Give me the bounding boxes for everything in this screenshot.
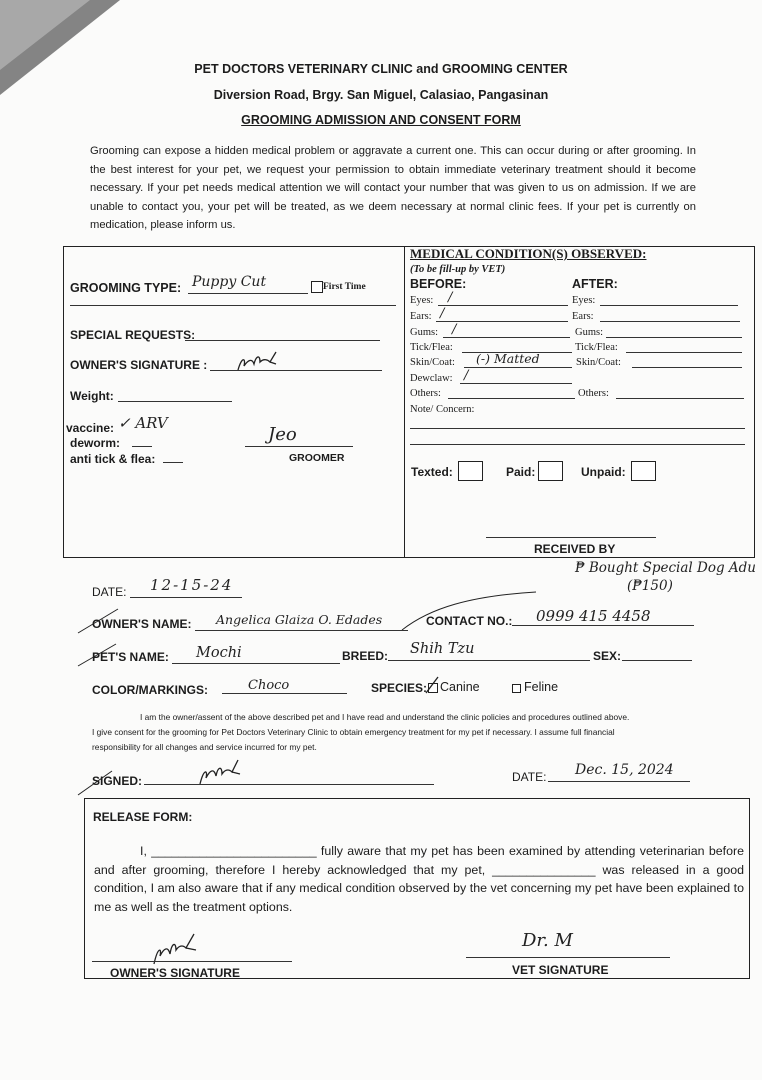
intro-paragraph: Grooming can expose a hidden medical problem or aggravate a current one. This can occur during or after grooming. In the best interest for your pet, we request your permission to obtain immediate veterinary treatment should it become necessary. If your pet needs medical attention we will contact your number that was given to us on admission. If we are unable to contact you, your pet will be treated, as we deem necessary at normal clinic fees. If your pet is currently on medication, please inform us.: [90, 145, 696, 232]
before-skin-line: [464, 367, 572, 368]
pet-name-line: [172, 663, 340, 664]
before-gums-label: Gums:: [410, 327, 439, 338]
unpaid-label: Unpaid:: [581, 465, 626, 479]
after-ears-label: Ears:: [572, 311, 594, 322]
consent-line-3: responsibility for all changes and service incurred for my pet.: [92, 742, 317, 752]
owner-release-label: OWNER'S SIGNATURE: [110, 966, 240, 980]
scan-corner-fold: [0, 0, 90, 70]
stray-pen-arc: [400, 590, 540, 635]
purchase-note-line2: (₱150): [627, 578, 673, 594]
signed-label: SIGNED:: [92, 774, 143, 788]
before-others-line: [448, 398, 575, 399]
after-eyes-line: [600, 305, 738, 306]
after-skin-line: [632, 367, 742, 368]
anti-tick-line: [163, 462, 183, 463]
species-feline-label: Feline: [524, 680, 559, 694]
weight-label: Weight:: [70, 389, 114, 403]
sex-line: [622, 660, 692, 661]
clinic-name: PET DOCTORS VETERINARY CLINIC and GROOMING CENTER: [194, 62, 568, 76]
received-by-line: [486, 537, 656, 538]
consent-line-2: I give consent for the grooming for Pet Doctors Veterinary Clinic to obtain emergency treatment for my pet if necessary. I assume full financial: [92, 727, 615, 737]
release-title: RELEASE FORM:: [93, 810, 193, 824]
vaccine-value[interactable]: ✓ ARV: [118, 414, 168, 432]
unpaid-checkbox[interactable]: [631, 461, 656, 481]
after-gums-label: Gums:: [575, 327, 604, 338]
clinic-address: Diversion Road, Brgy. San Miguel, Calasiao, Pangasinan: [213, 88, 549, 102]
canine-check-mark: [424, 676, 440, 694]
signed-line: [144, 784, 434, 785]
owner-signature-line: [210, 370, 382, 371]
stray-pen-stroke-1: [76, 605, 121, 635]
purchase-note-line1: ₱ Bought Special Dog Adu: [575, 560, 757, 576]
owner-name-value[interactable]: Angelica Glaiza O. Edades: [216, 612, 383, 627]
medical-title: MEDICAL CONDITION(S) OBSERVED:: [410, 246, 647, 261]
after-others-label: Others:: [578, 388, 609, 399]
species-label: SPECIES:: [371, 681, 428, 695]
color-label: COLOR/MARKINGS:: [92, 683, 208, 697]
date-value[interactable]: 12-15-24: [150, 576, 234, 594]
contact-line: [512, 625, 694, 626]
before-skin-label: Skin/Coat:: [410, 357, 455, 368]
deworm-line: [132, 446, 152, 447]
owner-release-signature-mark: [150, 932, 200, 968]
vet-signature-label: VET SIGNATURE: [512, 963, 609, 977]
stray-pen-stroke-3: [76, 765, 116, 797]
before-others-label: Others:: [410, 388, 441, 399]
form-title: GROOMING ADMISSION AND CONSENT FORM: [241, 113, 521, 127]
contact-label: CONTACT NO.:: [426, 614, 513, 628]
after-skin-label: Skin/Coat:: [576, 357, 621, 368]
before-eyes-value[interactable]: /: [448, 290, 453, 305]
note-label: Note/ Concern:: [410, 404, 475, 415]
before-ears-value[interactable]: /: [440, 306, 445, 321]
consent-text: [92, 710, 702, 755]
date-line: [130, 597, 242, 598]
deworm-label: deworm:: [70, 436, 121, 450]
note-line-2: [410, 444, 745, 445]
paid-checkbox[interactable]: [538, 461, 563, 481]
breed-label: BREED:: [342, 649, 389, 663]
breed-value[interactable]: Shih Tzu: [410, 641, 475, 657]
grooming-type-line: [188, 293, 308, 294]
color-value[interactable]: Choco: [248, 678, 290, 693]
owner-release-line: [92, 961, 292, 962]
special-requests-line: [185, 340, 380, 341]
before-label: BEFORE:: [410, 277, 467, 291]
before-skin-value[interactable]: (-) Matted: [476, 351, 540, 366]
texted-checkbox[interactable]: [458, 461, 483, 481]
stray-pen-stroke-2: [76, 640, 121, 668]
contact-value[interactable]: 0999 415 4458: [536, 607, 651, 625]
species-canine-label: Canine: [440, 680, 480, 694]
signed-date-line: [548, 781, 690, 782]
groomer-line: [245, 446, 353, 447]
note-line-1: [410, 428, 745, 429]
column-divider: [404, 246, 405, 558]
owner-signature-label: OWNER'S SIGNATURE :: [70, 358, 208, 372]
texted-label: Texted:: [411, 465, 453, 479]
first-time-label: First Time: [323, 282, 366, 292]
special-requests-label: SPECIAL REQUESTS:: [70, 328, 196, 342]
after-ears-line: [600, 321, 740, 322]
breed-line: [388, 660, 590, 661]
weight-line: [118, 401, 232, 402]
before-ears-label: Ears:: [410, 311, 432, 322]
release-text: [94, 842, 744, 916]
pet-name-value[interactable]: Mochi: [196, 645, 242, 661]
first-time-checkbox[interactable]: [311, 281, 323, 293]
before-gums-line: [443, 337, 570, 338]
before-eyes-label: Eyes:: [410, 295, 434, 306]
after-tick-line: [626, 352, 742, 353]
after-others-line: [616, 398, 744, 399]
before-gums-value[interactable]: /: [452, 322, 457, 337]
anti-tick-label: anti tick & flea:: [70, 452, 156, 466]
owner-name-line: [195, 630, 408, 631]
groomer-signature: Jeo: [268, 424, 297, 445]
before-dewclaw-line: [460, 383, 572, 384]
before-dewclaw-label: Dewclaw:: [410, 373, 453, 384]
signed-date-value[interactable]: Dec. 15, 2024: [575, 762, 674, 778]
sex-label: SEX:: [593, 649, 622, 663]
before-dewclaw-value[interactable]: /: [464, 368, 469, 383]
grooming-type-value[interactable]: Puppy Cut: [192, 274, 267, 290]
consent-line-1: I am the owner/assent of the above described pet and I have read and understand the clinic policies and procedures outlined above.: [140, 712, 630, 722]
paid-label: Paid:: [506, 465, 536, 479]
before-eyes-line: [438, 305, 568, 306]
pet-name-label: PET'S NAME:: [92, 650, 169, 664]
date-label: DATE:: [92, 585, 127, 599]
release-paragraph: I, ________________________ fully aware that my pet has been examined by attending veterinarian before and after grooming, therefore I hereby acknowledged that my pet, _______________ was released in a good condition, I am also aware that if any medical condition observed by the vet concerning my pet have been explained to me as well as the treatment options.: [94, 844, 744, 914]
medical-subtitle: (To be fill-up by VET): [410, 264, 506, 275]
after-eyes-label: Eyes:: [572, 295, 596, 306]
vet-signature-value: Dr. M: [522, 930, 573, 951]
owner-name-label: OWNER'S NAME:: [92, 617, 192, 631]
after-tick-label: Tick/Flea:: [575, 342, 618, 353]
grooming-type-label: GROOMING TYPE:: [70, 281, 182, 295]
groomer-label: GROOMER: [289, 452, 345, 464]
received-by-label: RECEIVED BY: [534, 542, 616, 556]
before-tick-label: Tick/Flea:: [410, 342, 453, 353]
grooming-type-line-2: [70, 305, 396, 306]
color-line: [222, 693, 347, 694]
after-label: AFTER:: [572, 277, 618, 291]
vaccine-label: vaccine:: [66, 421, 115, 435]
after-gums-line: [606, 337, 742, 338]
vet-signature-line: [466, 957, 670, 958]
species-feline-checkbox[interactable]: [512, 684, 521, 693]
signed-date-label: DATE:: [512, 770, 547, 784]
